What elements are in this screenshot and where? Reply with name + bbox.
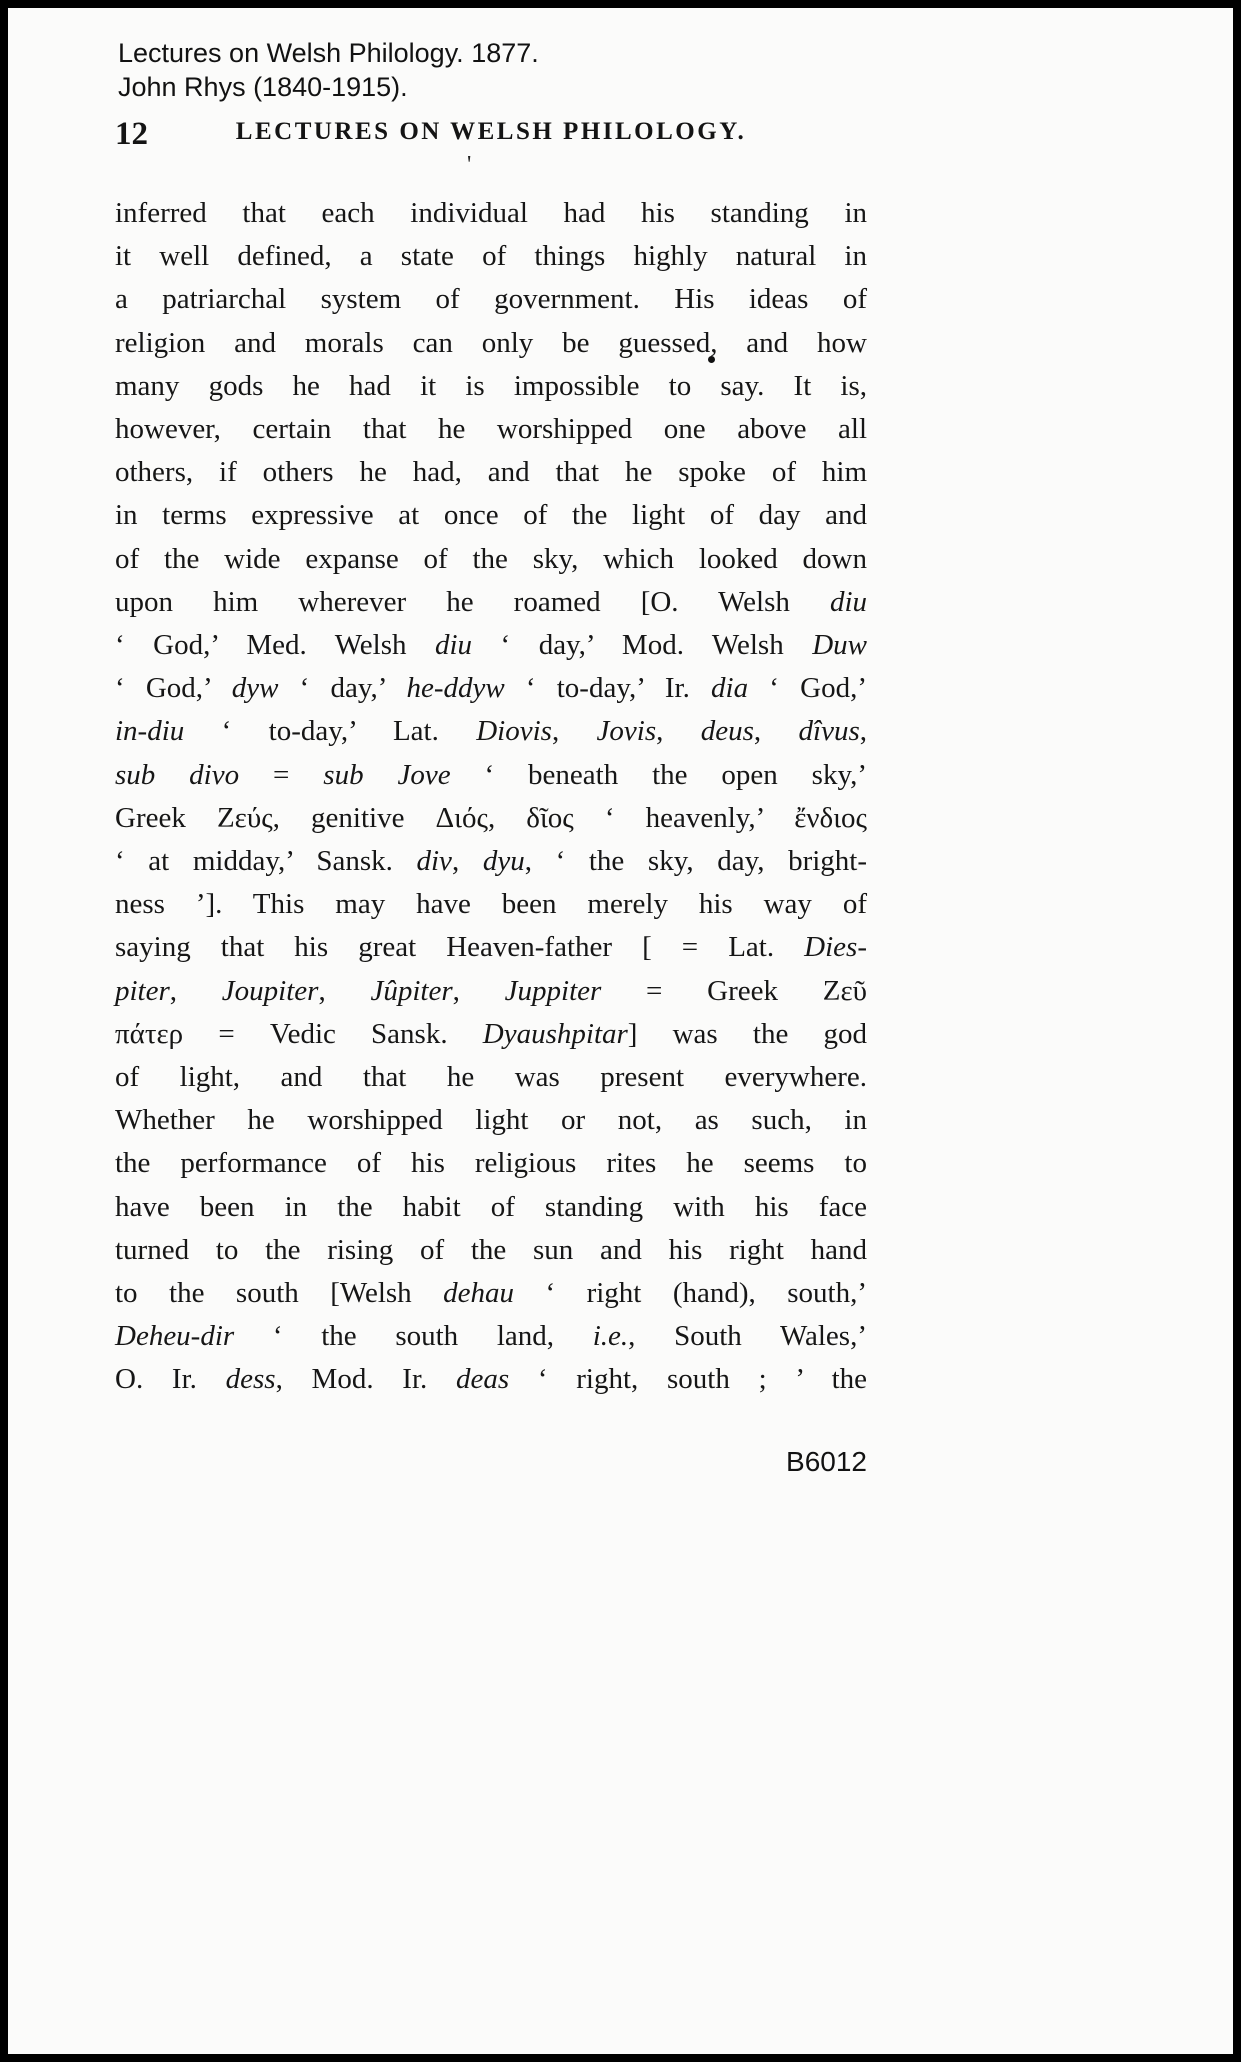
text-segment: turned to the rising of the sun and his right hand (115, 1233, 867, 1266)
text-segment: ‘ to-day,’ Ir. (504, 672, 712, 705)
text-segment: , ‘ the sky, day, bright- (524, 845, 868, 878)
text-segment: ‘ at midday,’ Sansk. (115, 845, 417, 878)
page-number: 12 (115, 116, 148, 152)
text-segment: = (239, 758, 324, 791)
text-segment: religion and morals can only be guessed, and how (115, 326, 867, 359)
text-segment-italic: Dyaushpitar (482, 1017, 628, 1050)
text-segment: , (656, 715, 701, 748)
source-title: Lectures on Welsh Philology. 1877. (118, 38, 539, 68)
running-header: LECTURES ON WELSH PHILOLOGY. (235, 118, 747, 145)
text-line (115, 451, 867, 494)
text-segment-italic: dehau (443, 1277, 514, 1310)
text-segment: , (753, 715, 799, 748)
text-segment: O. Ir. (115, 1363, 226, 1396)
text-segment-italic: diu (829, 585, 867, 618)
text-line (115, 624, 867, 667)
text-line (115, 1272, 867, 1315)
text-line (115, 538, 867, 581)
text-line (115, 494, 867, 537)
text-segment: , (318, 974, 371, 1007)
text-line (115, 365, 867, 408)
text-segment-italic: dyw (231, 672, 279, 705)
text-segment-italic: dia (711, 672, 749, 705)
text-segment: , (551, 715, 597, 748)
text-segment: the performance of his religious rites he seems to (115, 1147, 867, 1180)
text-line (115, 710, 867, 753)
text-line (115, 754, 867, 797)
text-segment-italic: div (416, 845, 452, 878)
text-segment: of light, and that he was present everywhere. (115, 1061, 867, 1094)
body-text (115, 192, 867, 1402)
text-line (115, 1229, 867, 1272)
text-segment: Whether he worshipped light or not, as such, in (115, 1104, 867, 1137)
text-line (115, 1099, 867, 1142)
text-line (115, 235, 867, 278)
text-line (115, 1358, 867, 1401)
text-segment: ] was the god (627, 1017, 868, 1050)
text-segment: have been in the habit of standing with his face (115, 1190, 867, 1223)
text-line (115, 667, 867, 710)
text-segment: ‘ beneath the open sky,’ (450, 758, 867, 791)
text-segment-italic: dîvus (798, 715, 860, 748)
text-line (115, 926, 867, 969)
text-segment: a patriarchal system of government. His ideas of (115, 283, 867, 316)
page-header (115, 116, 867, 178)
text-line (115, 1056, 867, 1099)
text-segment: ‘ God,’ (748, 672, 867, 705)
text-segment: however, certain that he worshipped one above all (115, 413, 867, 446)
text-line (115, 1142, 867, 1185)
scan-artifact-quote: ' (467, 152, 472, 178)
source-author: John Rhys (1840-1915). (118, 72, 408, 102)
text-segment-italic: in-diu (115, 715, 185, 748)
text-segment: saying that his great Heaven-father [ = Lat. (115, 931, 805, 964)
text-segment: others, if others he had, and that he spoke of him (115, 456, 867, 489)
text-segment: ‘ to-day,’ Lat. (184, 715, 477, 748)
text-line (115, 1315, 867, 1358)
text-segment-italic: Dies- (804, 931, 867, 964)
text-segment-italic: he-ddyw (406, 672, 505, 705)
text-segment: = Greek Ζεῦ (601, 974, 868, 1007)
text-line (115, 278, 867, 321)
text-segment: many gods he had it is impossible to say. It is, (115, 369, 867, 402)
footer-id: B6012 (786, 1446, 867, 1477)
page (8, 8, 1233, 2054)
text-segment: in terms expressive at once of the light of day and (115, 499, 867, 532)
text-line (115, 797, 867, 840)
text-segment-italic: Juppiter (504, 974, 602, 1007)
text-segment: Greek Ζεύς, genitive Διός, δῖος ‘ heavenly,’ ἔνδιος (115, 801, 867, 834)
text-segment: ‘ God,’ Med. Welsh (115, 629, 435, 662)
text-segment-italic: i.e. (592, 1320, 629, 1353)
text-segment-italic: Jovis (596, 715, 657, 748)
text-segment: ‘ right, south ; ’ the (509, 1363, 867, 1396)
text-segment: , South Wales,’ (628, 1320, 867, 1353)
text-segment-italic: dess (225, 1363, 276, 1396)
text-segment: ‘ the south land, (234, 1320, 593, 1353)
text-segment: , (451, 845, 483, 878)
text-segment-italic: Deheu-dir (115, 1320, 235, 1353)
text-segment-italic: deas (455, 1363, 510, 1396)
text-segment: πάτερ = Vedic Sansk. (115, 1017, 483, 1050)
text-segment-italic: Diovis (476, 715, 552, 748)
text-segment: , (169, 974, 222, 1007)
text-segment: ‘ day,’ Mod. Welsh (472, 629, 813, 662)
text-line (115, 581, 867, 624)
text-line (115, 408, 867, 451)
text-segment: , (452, 974, 505, 1007)
text-line (115, 1186, 867, 1229)
text-segment: inferred that each individual had his standing in (115, 197, 867, 229)
text-segment: ‘ day,’ (278, 672, 407, 705)
text-segment-italic: Jûpiter (370, 974, 453, 1007)
text-segment-italic: sub Jove (323, 758, 451, 791)
text-segment-italic: piter (115, 974, 170, 1007)
text-segment: ‘ God,’ (115, 672, 232, 705)
text-segment-italic: sub divo (115, 758, 240, 791)
text-line (115, 883, 867, 926)
text-line (115, 840, 867, 883)
text-segment-italic: dyu (482, 845, 525, 878)
text-segment-italic: Joupiter (221, 974, 319, 1007)
source-citation (118, 36, 539, 104)
text-line (115, 192, 867, 235)
text-line (115, 322, 867, 365)
text-segment: , (859, 715, 867, 748)
text-segment: it well defined, a state of things highly natural in (115, 240, 867, 273)
text-segment: ‘ right (hand), south,’ (514, 1277, 867, 1310)
text-segment-italic: deus (700, 715, 754, 748)
text-line (115, 1013, 867, 1056)
text-segment-italic: Duw (812, 629, 867, 662)
text-segment: , Mod. Ir. (275, 1363, 456, 1396)
text-segment: upon him wherever he roamed [O. Welsh (115, 585, 830, 618)
text-segment: ness ’]. This may have been merely his way of (115, 888, 867, 921)
text-line (115, 970, 867, 1013)
text-segment: of the wide expanse of the sky, which looked down (115, 542, 867, 575)
text-segment-italic: diu (434, 629, 473, 662)
text-segment: to the south [Welsh (115, 1277, 444, 1310)
